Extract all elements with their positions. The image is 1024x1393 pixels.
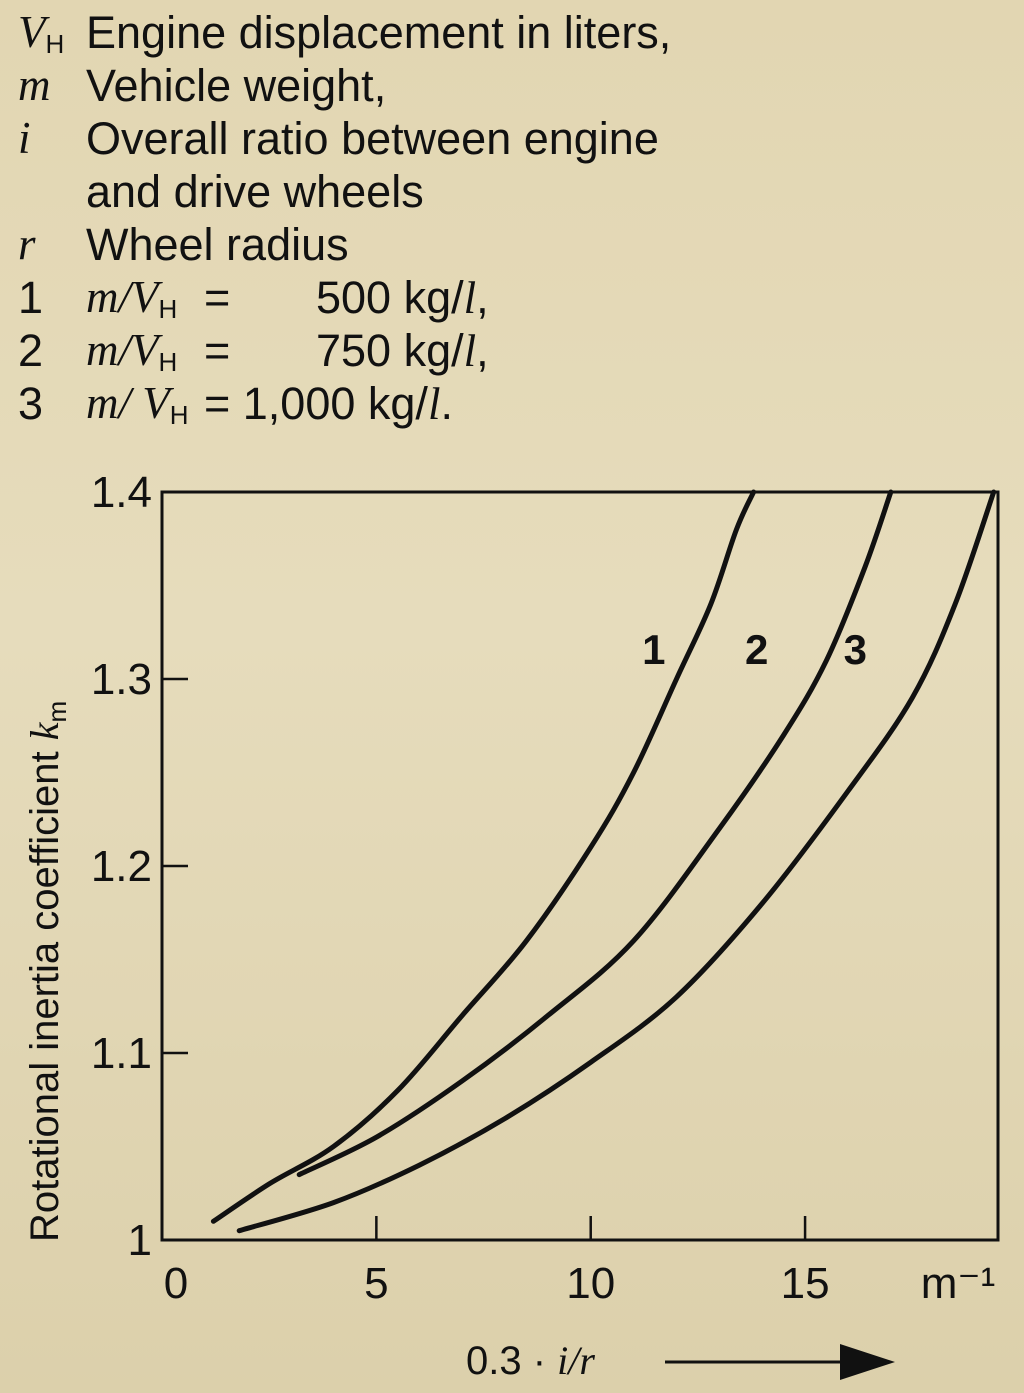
x-axis-title: 0.3 · i/r xyxy=(466,1338,595,1383)
legend-text: Wheel radius xyxy=(86,219,349,270)
series-line-3 xyxy=(239,492,994,1231)
curve-label-3: 3 xyxy=(843,626,868,674)
series-group xyxy=(213,492,993,1231)
curve-ratio: $m/V_H$ xyxy=(86,272,178,324)
curve-number: 3 xyxy=(18,378,44,429)
legend-symbol: r xyxy=(18,219,36,269)
y-tick-label: 1 xyxy=(127,1216,152,1265)
curve-equals: = xyxy=(204,325,231,376)
x-tick-label: 10 xyxy=(566,1259,616,1308)
curve-label-1: 1 xyxy=(642,626,666,674)
curve-label-2: 2 xyxy=(745,626,769,674)
series-line-2 xyxy=(299,492,891,1175)
legend-symbol: i xyxy=(18,113,31,163)
legend-symbol: m xyxy=(18,60,51,110)
y-tick-label: 1.3 xyxy=(90,655,152,704)
y-axis-title: Rotational inertia coefficient $k_m$ xyxy=(22,700,72,1242)
x-tick-label: 5 xyxy=(364,1259,389,1308)
legend-symbol: $V_H$ xyxy=(18,7,65,59)
curve-ratio: m/ $V_H$ xyxy=(86,378,189,430)
x-axis-arrow-head xyxy=(840,1344,895,1380)
curve-value: = 1,000 kg/l. xyxy=(204,378,453,429)
curve-number: 2 xyxy=(18,325,44,376)
legend-text: Vehicle weight, xyxy=(86,60,387,111)
curve-value: 750 kg/l, xyxy=(316,325,489,376)
legend-text: Engine displacement in liters, xyxy=(86,7,672,58)
x-tick-label: 0 xyxy=(163,1259,189,1308)
curve-equals: = xyxy=(204,272,231,323)
y-tick-label: 1.1 xyxy=(90,1029,152,1078)
series-line-1 xyxy=(213,492,753,1221)
x-unit-label: m⁻¹ xyxy=(920,1259,996,1308)
curve-value: 500 kg/l, xyxy=(316,272,489,323)
y-tick-label: 1.2 xyxy=(90,842,152,891)
curve-number: 1 xyxy=(18,272,44,323)
curve-ratio: $m/V_H$ xyxy=(86,325,178,377)
x-tick-label: 15 xyxy=(780,1259,830,1308)
legend-text: Overall ratio between engine xyxy=(86,113,659,164)
y-tick-label: 1.4 xyxy=(90,468,152,517)
legend-text: and drive wheels xyxy=(86,166,424,217)
